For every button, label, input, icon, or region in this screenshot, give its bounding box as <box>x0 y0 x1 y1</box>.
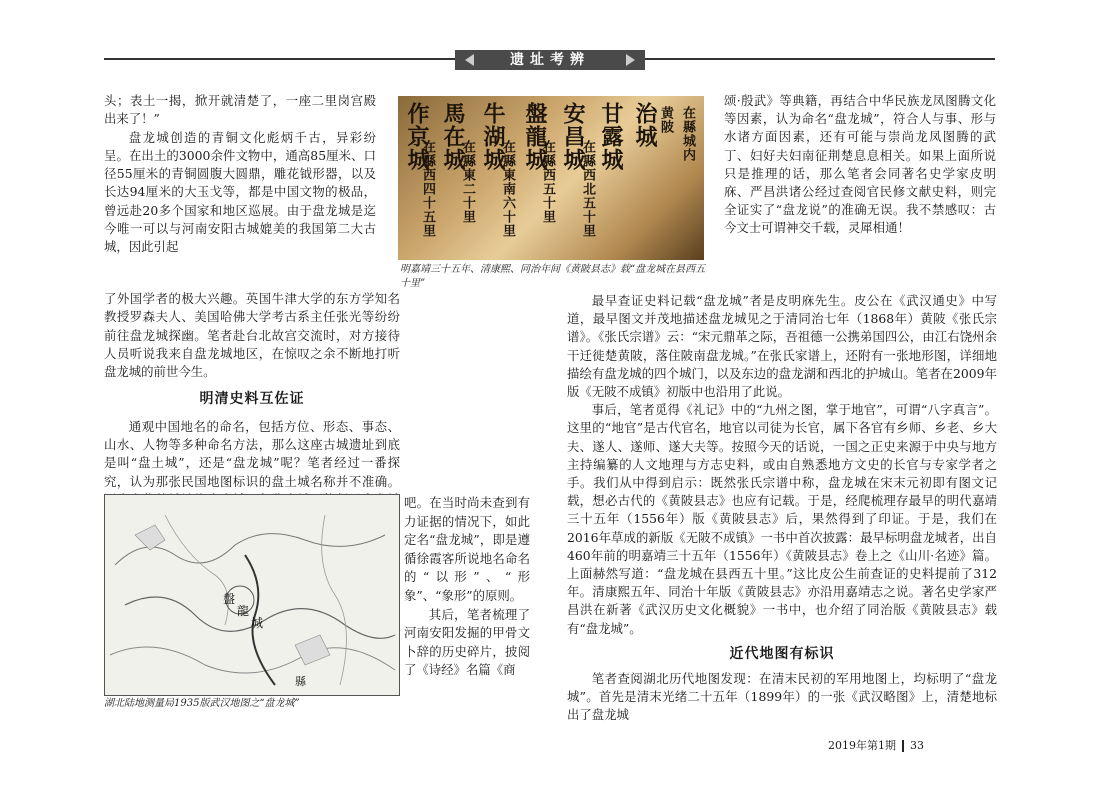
photo-text: 黄陂 <box>658 106 673 134</box>
photo-text: 盤龍城 <box>522 102 548 171</box>
photo-text: 在縣東南六十里 <box>500 140 515 238</box>
county-gazetteer-photo <box>398 96 704 260</box>
column-3-top <box>724 92 996 238</box>
photo-text: 安昌城 <box>560 102 586 171</box>
photo-text: 治城 <box>632 102 658 148</box>
paragraph: 笔者查阅湖北历代地图发现：在清末民初的军用地图上，均标明了“盘龙城”。首先是清末光绪二十五年（1899年）的一张《武汉略图》上，清楚地标出了盘龙城 <box>567 671 997 723</box>
paragraph: 其后，笔者梳理了河南安阳发掘的甲骨文卜辞的历史碎片，披阅了《诗经》名篇《商 <box>404 606 530 678</box>
historical-map <box>104 494 400 696</box>
photo-text: 牛湖城 <box>480 102 506 171</box>
column-2-mid <box>404 494 530 680</box>
right-arrow-icon <box>626 54 635 66</box>
section-header <box>455 50 645 70</box>
photo-text: 在縣西北五十里 <box>580 140 595 238</box>
page-number: 33 <box>910 739 924 752</box>
photo-text: 在縣西四十五里 <box>420 140 435 238</box>
page-footer <box>828 737 924 753</box>
issue-label: 2019年第1期 <box>828 739 896 752</box>
map-label: 城 <box>251 616 264 630</box>
photo-caption: 明嘉靖三十五年、清康熙、同治年间《黄陂县志》载“盘龙城在县西五十里” <box>400 264 706 289</box>
paragraph: 通观中国地名的命名，包括方位、形态、事态、山水、人物等多种命名方法，那么这座古城遗址到底是叫“盘土城”，还是“盘龙城”呢？笔者经过一番探究，认为那张民国地图标识的盘土城名称并不准确。 <box>104 418 400 489</box>
map-caption: 湖北陆地测量局1935版武汉地图之“盘龙城” <box>104 698 300 709</box>
paragraph: 最早查证史料记载“盘龙城”者是皮明庥先生。皮公在《武汉通史》中写道，最早图文并茂地描述盘龙城见之于清同治七年（1868年）黄陂《张氏宗谱》。《张氏宗谱》云：“宋元鼎革之际，吾祖德一公携弟国四公，由江右饶州余干迁徙楚黄陂，落住陂南盘龙城。”在张氏家谱上，还附有一张地形图，详细地描绘有盘龙城的四个城门，以及东边的盘龙湖和西北的护城山。笔者在2009年版《无陂不成镇》初版中也沿用了此说。 <box>567 293 997 400</box>
section-title: 遗址考辨 <box>510 52 590 68</box>
section-heading: 近代地图有标识 <box>729 645 835 662</box>
column-3-body <box>567 292 997 725</box>
map-label: 盤 <box>223 592 236 606</box>
paragraph: 了外国学者的极大兴趣。英国牛津大学的东方学知名教授罗森夫人、美国哈佛大学考古系主任张光等纷纷前往盘龙城探幽。笔者赴台北故宫交流时，对方接待人员听说我来自盘龙城地区，在惊叹之余不断地打听盘龙城的前世今生。 <box>104 291 400 380</box>
photo-text: 作京城 <box>404 102 430 171</box>
map-drawing <box>105 495 399 695</box>
photo-text: 在縣西五十里 <box>540 140 555 224</box>
paragraph: 盘龙城创造的青铜文化彪炳千古，异彩纷呈。在出土的3000余件文物中，通高85厘米、口径55厘米的青铜圆腹大圆鼎，雕花钺形器，以及长达94厘米的大玉戈等，都是中国文物的极品，曾远赴20多个国家和地区巡展。由于盘龙城是迄今唯一可以与河南安阳古城媲美的我国第二大古城，因此引起 <box>104 129 376 255</box>
paragraph: 头；表土一揭，掀开就清楚了，一座二里岗宫殿出来了！” <box>104 93 376 127</box>
photo-text: 馬在城 <box>440 102 466 171</box>
section-heading: 明清史料互佐证 <box>199 391 305 408</box>
left-arrow-icon <box>465 54 474 66</box>
map-label: 縣 <box>295 675 306 688</box>
paragraph: 事后，笔者觅得《礼记》中的“九州之图，掌于地官”，可谓“八字真言”。这里的“地官”是古代官名，地官以司徒为长官，属下各官有乡师、乡老、乡大夫、遂人、遂师、遂大夫等。按照今天的话说，一国之正史来源于中央与地方主持编纂的人文地理与方志史料，或由自熟悉地方文史的长官与专家学者之手。我们从中得到启示：既然张氏宗谱中称，盘龙城在宋末元初即有图文记载，想必古代的《黄陂县志》也应有记载。于是，经爬梳理存最早的明代嘉靖三十五年（1556年）版《黄陂县志》后，果然得到了印证。于是，我们在2016年草成的新版《无陂不成镇》一书中首次披露：最早标明盘龙城者，出自460年前的明嘉靖三十五年（1556年）《黄陂县志》卷上之《山川·名迹》篇。上面赫然写道：“盘龙城在县西五十里。”这比皮公生前查证的史料提前了312年。清康熙五年、同治十年版《黄陂县志》亦沿用嘉靖志之说。著名史学家严昌洪在新著《武汉历史文化概貌》一书中，也介绍了同治版《黄陂县志》载有“盘龙城”。 <box>567 402 997 636</box>
photo-text: 在縣東二十里 <box>460 140 475 224</box>
paragraph: 颂·殷武》等典籍，再结合中华民族龙凤图腾文化等因素，认为命名“盘龙城”，符合人与事、形与水诸方面因素，还有可能与崇尚龙凤图腾的武丁、妇好夫妇南征荆楚息息相关。如果上面所说只是推理的话，那么笔者会同著名史学家皮明庥、严昌洪诸公经过查阅官民修文献史料，则完全证实了“盘龙说”的准确无误。我不禁感叹：古今文士可谓神交千载，灵犀相通！ <box>724 93 996 236</box>
column-1-top <box>104 92 376 257</box>
photo-text: 甘露城 <box>598 102 624 171</box>
photo-text: 在縣城内 <box>680 106 695 162</box>
paragraph: 吧。在当时尚未查到有力证据的情况下，如此定名“盘龙城”，即是遵循徐霞客所说地名命名的“以形”、“形象”、“象形”的原则。 <box>404 495 530 603</box>
map-label: 龍 <box>237 604 250 618</box>
